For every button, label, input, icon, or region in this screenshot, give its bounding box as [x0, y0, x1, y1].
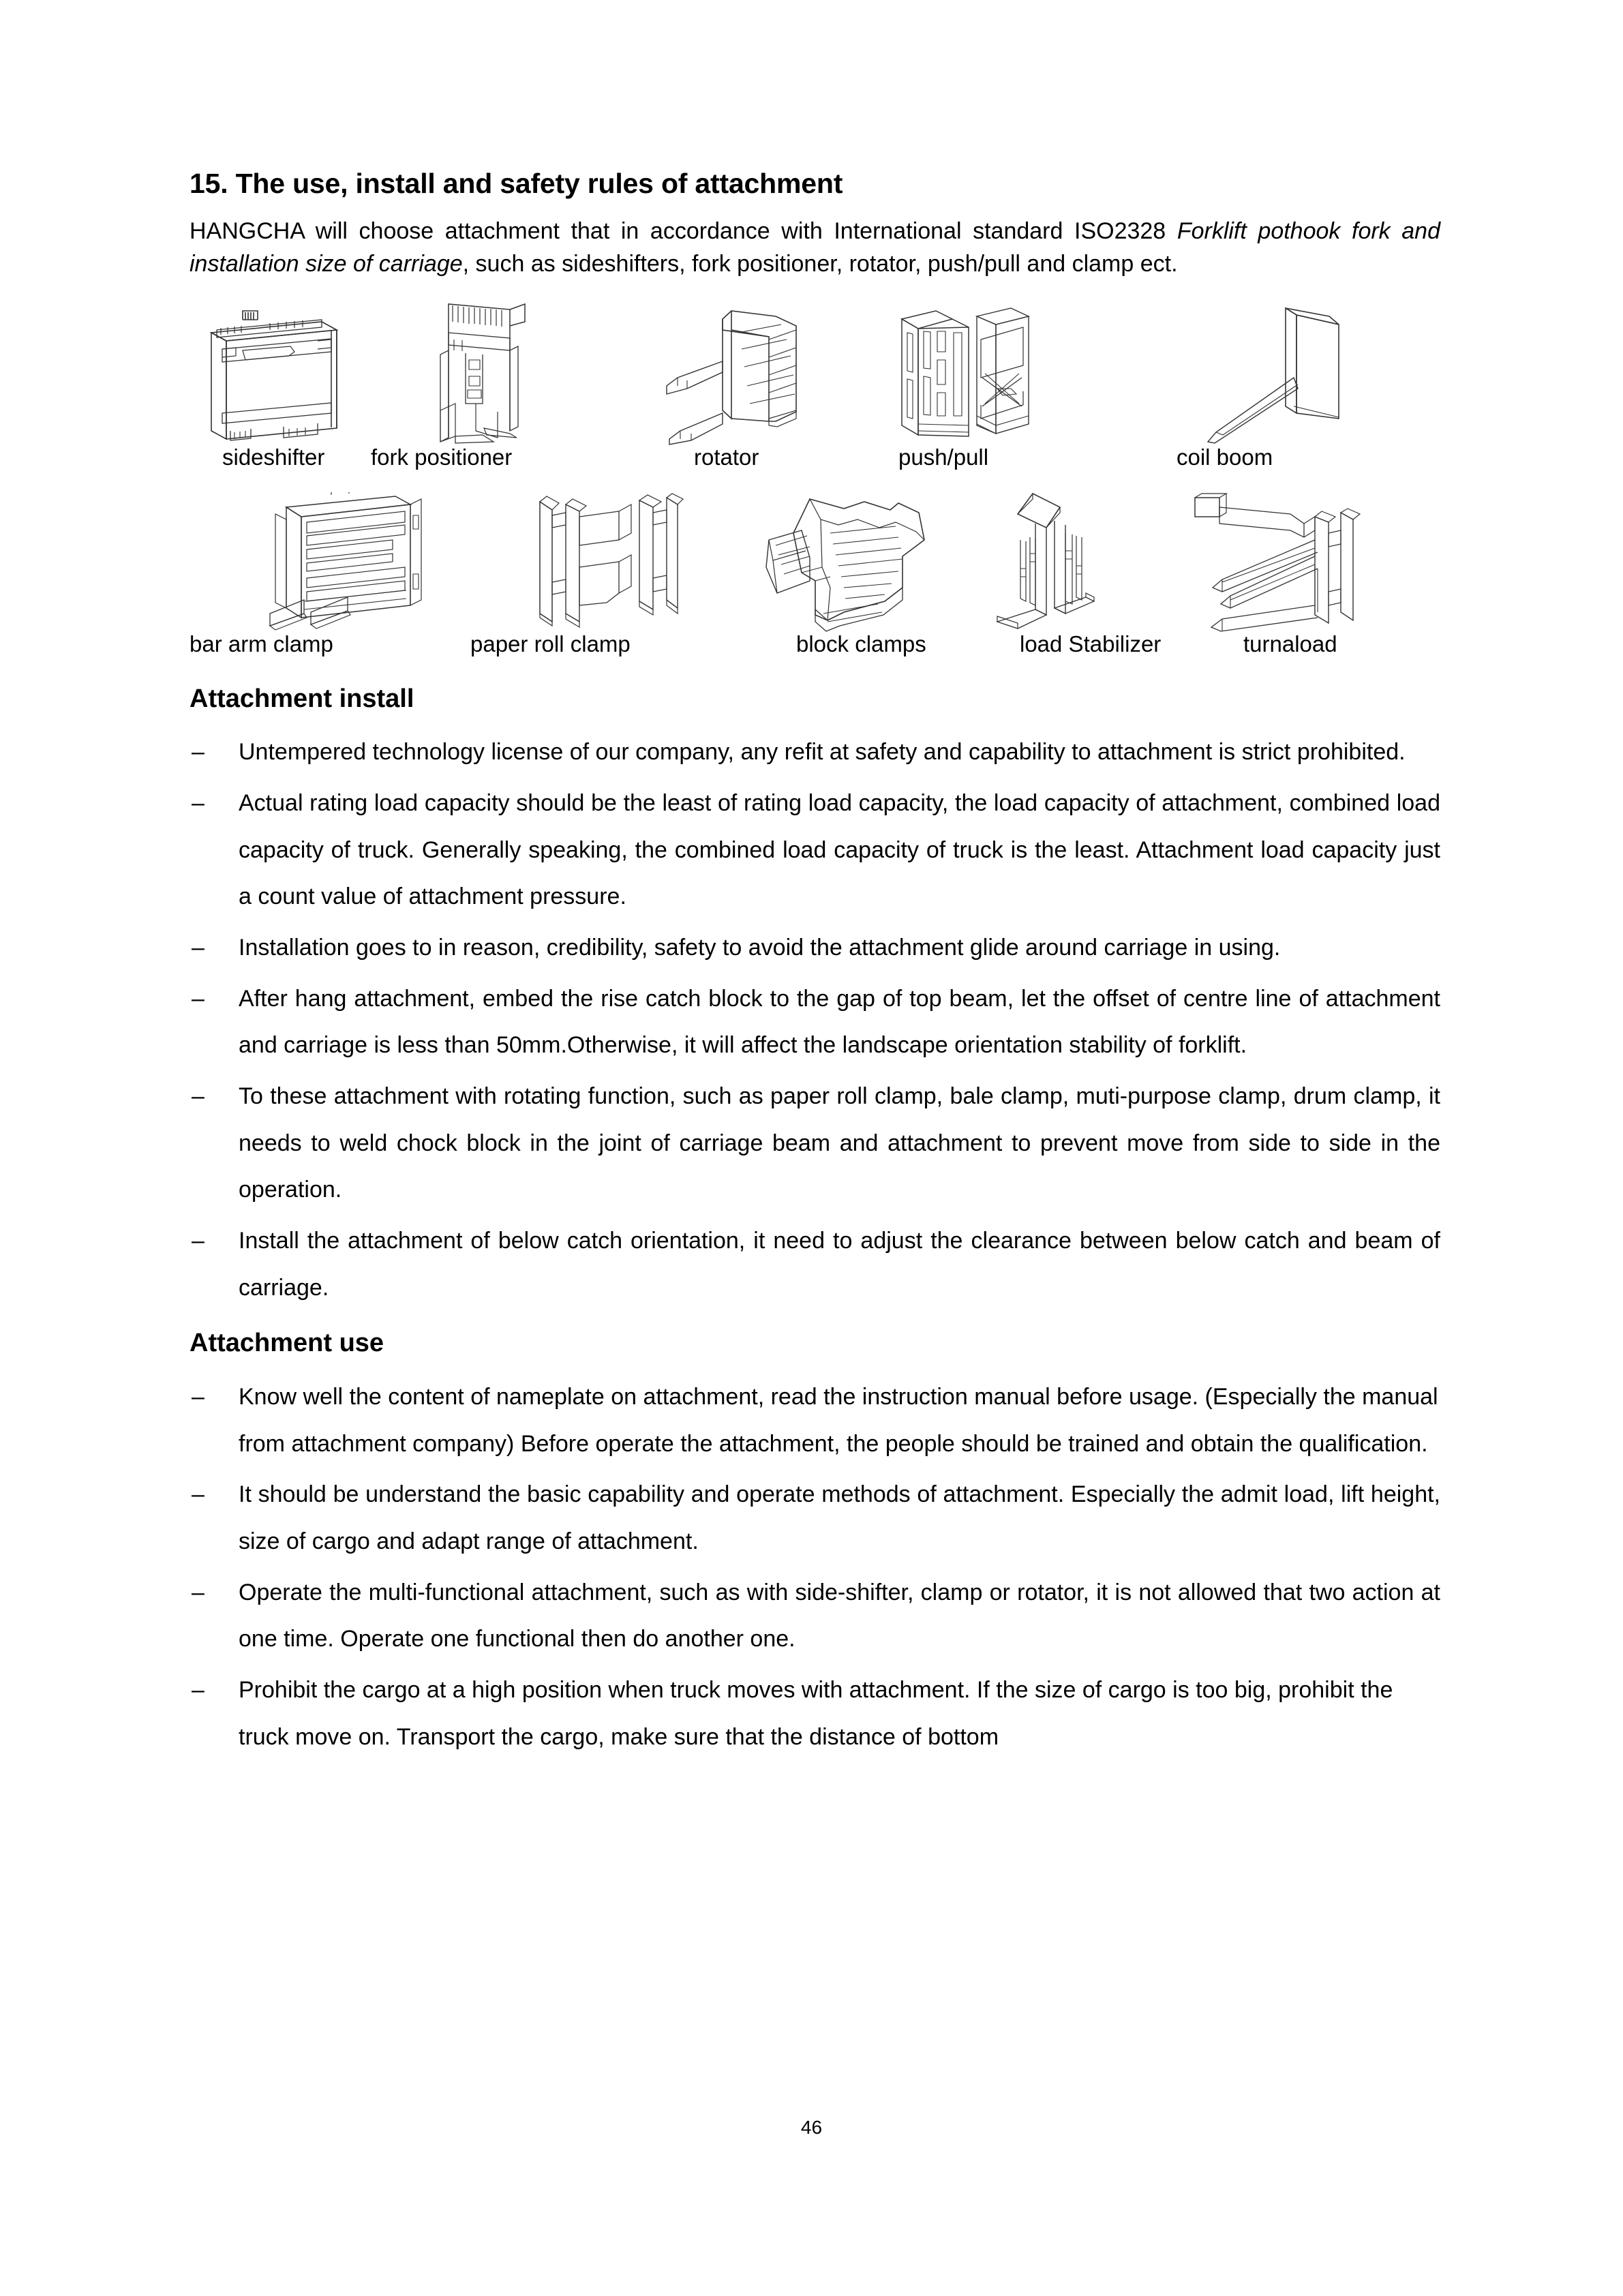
bullet-dash: –: [192, 790, 204, 817]
load-stabilizer-illustration: [990, 488, 1110, 633]
block-clamps-illustration: [762, 492, 937, 633]
intro-text-after: , such as sideshifters, fork positioner, rotator, push/pull and clamp ect.: [462, 251, 1178, 277]
list-item: [189, 1218, 1440, 1311]
caption-bar-arm-clamp: bar arm clamp: [189, 631, 333, 656]
caption-load-stabilizer: load Stabilizer: [1020, 631, 1162, 656]
caption-sideshifter: sideshifter: [222, 444, 325, 470]
list-item-text: After hang attachment, embed the rise catch block to the gap of top beam, let the offset of centre line of attachment and carriage is less than 50mm.Otherwise, it will affect the landscape orientation stability of forklift.: [239, 985, 1440, 1059]
intro-standard-title: Forklift pothook fork and installation size of carriage: [189, 218, 1440, 277]
list-item-text: To these attachment with rotating function, such as paper roll clamp, bale clamp, muti-purpose clamp, drum clamp, it needs to weld chock block in the joint of carriage beam and attachment to prevent move from side to side in the operation.: [239, 1083, 1440, 1203]
list-item: [189, 924, 1440, 971]
list-item-text: Actual rating load capacity should be the least of rating load capacity, the load capacity of attachment, combined load capacity of truck. Generally speaking, the combined load capacity of truck is the least. Attachment load capacity just a count value of attachment pressure.: [239, 790, 1440, 910]
sideshifter-illustration: [202, 309, 359, 446]
bullet-dash: –: [192, 1579, 204, 1605]
list-item-text: Installation goes to in reason, credibility, safety to avoid the attachment glide around carriage in using.: [239, 935, 1281, 961]
list-item: [189, 780, 1440, 920]
caption-turnaload: turnaload: [1243, 631, 1337, 656]
caption-block-clamps: block clamps: [796, 631, 926, 656]
list-item: [189, 1569, 1440, 1663]
bullet-dash: –: [192, 935, 204, 961]
list-item-text: It should be understand the basic capability and operate methods of attachment. Especially the admit load, lift height, size of cargo and adapt range of attachment.: [239, 1481, 1440, 1555]
attachment-caption-row-2: [189, 633, 1440, 668]
page-number: 46: [800, 2117, 823, 2138]
list-item: [189, 1374, 1440, 1467]
paper-roll-clamp-illustration: [530, 492, 684, 633]
turnaload-illustration: [1181, 492, 1365, 633]
attachment-install-heading: Attachment install: [189, 684, 414, 713]
list-item-text: Know well the content of nameplate on attachment, read the instruction manual before usage. (Especially the manual from attachment company) Before operate the attachment, the people should be trained and obtain the qualification.: [239, 1384, 1438, 1457]
list-item: [189, 729, 1440, 776]
push-pull-illustration: [895, 303, 1044, 446]
page-content: [189, 168, 1440, 1764]
caption-paper-roll-clamp: paper roll clamp: [470, 631, 631, 656]
page-title: 15. The use, install and safety rules of attachment: [189, 168, 843, 199]
bullet-dash: –: [192, 1481, 204, 1508]
list-item-text: Prohibit the cargo at a high position when truck moves with attachment. If the size of cargo is too big, prohibit the truck move on. Transport the cargo, make sure that the distance of bottom: [239, 1677, 1393, 1750]
attachment-use-list: [189, 1374, 1440, 1760]
bullet-dash: –: [192, 1228, 204, 1254]
attachment-use-heading: Attachment use: [189, 1329, 384, 1358]
bullet-dash: –: [192, 985, 204, 1012]
rotator-illustration: [660, 309, 830, 446]
attachment-install-list: [189, 729, 1440, 1311]
caption-push-pull: push/pull: [898, 444, 989, 470]
caption-coil-boom: coil boom: [1177, 444, 1273, 470]
list-item: [189, 1667, 1440, 1760]
bar-arm-clamp-illustration: [266, 492, 449, 633]
coil-boom-illustration: [1205, 304, 1341, 446]
attachment-figure-row-2: [189, 481, 1440, 633]
intro-text-before: HANGCHA will choose attachment that in accordance with International standard ISO2328: [189, 218, 1177, 245]
list-item: [189, 1471, 1440, 1565]
bullet-dash: –: [192, 739, 204, 766]
list-item: [189, 976, 1440, 1069]
caption-fork-positioner: fork positioner: [371, 444, 513, 470]
list-item: [189, 1073, 1440, 1213]
list-item-text: Operate the multi-functional attachment, such as with side-shifter, clamp or rotator, it is not allowed that two action at one time. Operate one functional then do another one.: [239, 1579, 1440, 1652]
list-item-text: Install the attachment of below catch orientation, it need to adjust the clearance between below catch and beam of carriage.: [239, 1228, 1440, 1301]
list-item-text: Untempered technology license of our company, any refit at safety and capability to attachment is strict prohibited.: [239, 739, 1406, 766]
attachment-caption-row-1: [189, 446, 1440, 481]
bullet-dash: –: [192, 1083, 204, 1110]
fork-positioner-illustration: [435, 301, 536, 446]
intro-paragraph: [189, 215, 1440, 281]
attachment-figure-row-1: [189, 293, 1440, 446]
bullet-dash: –: [192, 1384, 204, 1410]
caption-rotator: rotator: [694, 444, 759, 470]
bullet-dash: –: [192, 1677, 204, 1704]
